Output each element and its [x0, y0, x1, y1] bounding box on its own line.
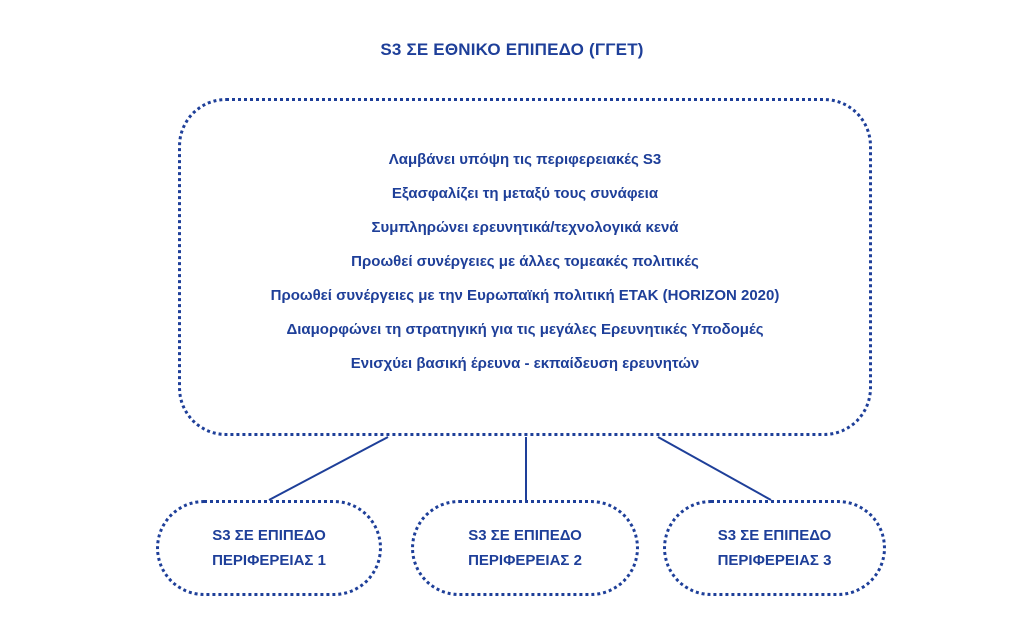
responsibility-item: Προωθεί συνέργειες με άλλες τομεακές πολιτικές — [351, 253, 699, 270]
region-label-line1: S3 ΣΕ ΕΠΙΠΕΔΟ — [717, 527, 832, 544]
connector-line-region-1 — [269, 437, 388, 500]
region-label-line2: ΠΕΡΙΦΕΡΕΙΑΣ 2 — [468, 552, 582, 569]
region-label-line2: ΠΕΡΙΦΕΡΕΙΑΣ 1 — [212, 552, 326, 569]
region-box-2 — [411, 500, 639, 596]
region-box-1 — [156, 500, 382, 596]
responsibility-item: Διαμορφώνει τη στρατηγική για τις μεγάλες Ερευνητικές Υποδομές — [286, 321, 764, 338]
responsibility-item: Συμπληρώνει ερευνητικά/τεχνολογικά κενά — [371, 219, 679, 236]
responsibility-item: Προωθεί συνέργειες με την Ευρωπαϊκή πολιτική ΕΤΑΚ (HORIZON 2020) — [270, 287, 780, 304]
region-label-line1: S3 ΣΕ ΕΠΙΠΕΔΟ — [212, 527, 326, 544]
responsibility-item: Λαμβάνει υπόψη τις περιφερειακές S3 — [388, 151, 662, 168]
region-box-3 — [663, 500, 886, 596]
responsibility-item: Ενισχύει βασική έρευνα - εκπαίδευση ερευνητών — [350, 355, 700, 372]
connector-line-region-3 — [658, 437, 771, 500]
region-label-line2: ΠΕΡΙΦΕΡΕΙΑΣ 3 — [717, 552, 832, 569]
diagram-title: S3 ΣΕ ΕΘΝΙΚΟ ΕΠΙΠΕΔΟ (ΓΓΕΤ) — [380, 40, 644, 59]
region-label-line1: S3 ΣΕ ΕΠΙΠΕΔΟ — [468, 527, 582, 544]
responsibility-item: Εξασφαλίζει τη μεταξύ τους συνάφεια — [391, 185, 659, 202]
